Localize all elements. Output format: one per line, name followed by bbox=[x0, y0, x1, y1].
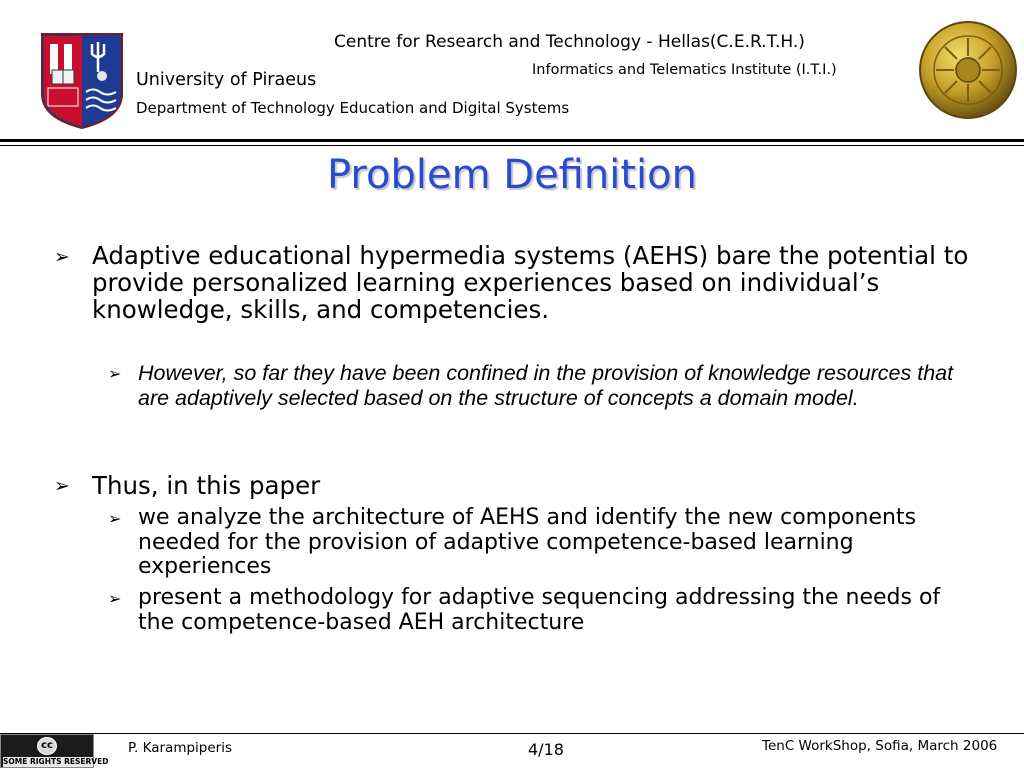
creative-commons-badge[interactable] bbox=[0, 734, 109, 768]
arrow-bullet-icon: ➢ bbox=[108, 509, 122, 528]
header-divider-thick bbox=[0, 139, 1024, 142]
university-of-piraeus-logo bbox=[40, 32, 124, 130]
sub-bullet-text: we analyze the architecture of AEHS and identify the new components needed for the provision of adaptive competence-based learning experiences bbox=[138, 505, 917, 579]
arrow-bullet-icon: ➢ bbox=[108, 364, 122, 383]
arrow-bullet-icon: ➢ bbox=[54, 246, 70, 268]
sub-bullet-text: present a methodology for adaptive sequencing addressing the needs of the competence-based AEH architecture bbox=[138, 585, 941, 635]
bullet-text: Thus, in this paper bbox=[92, 471, 321, 500]
footer-divider bbox=[0, 733, 1024, 734]
arrow-bullet-icon: ➢ bbox=[54, 475, 70, 497]
department-name: Department of Technology Education and Digital Systems bbox=[136, 99, 570, 117]
institute-name: Informatics and Telematics Institute (I.T.I.) bbox=[532, 62, 837, 78]
cc-icon: cc bbox=[37, 737, 57, 755]
certh-gold-seal-logo bbox=[916, 18, 1020, 122]
page-number: 4/18 bbox=[528, 740, 564, 759]
bullet-text: Adaptive educational hypermedia systems (AEHS) bare the potential to provide personalized learning experiences based on individual’s knowledge, skills, and competencies. bbox=[92, 241, 969, 324]
sub-bullet-text: However, so far they have been confined in the provision of knowledge resources that are adaptively selected based on the structure of concepts a domain model. bbox=[138, 361, 954, 410]
university-name: University of Piraeus bbox=[136, 70, 317, 90]
event-name: TenC WorkShop, Sofia, March 2006 bbox=[762, 738, 998, 754]
author-name: P. Karampiperis bbox=[128, 740, 233, 756]
centre-name: Centre for Research and Technology - Hellas(C.E.R.T.H.) bbox=[334, 32, 805, 52]
cc-badge-label: SOME RIGHTS RESERVED bbox=[3, 757, 109, 766]
header-divider-thin bbox=[0, 145, 1024, 146]
arrow-bullet-icon: ➢ bbox=[108, 589, 122, 608]
slide-title: Problem Definition bbox=[327, 152, 697, 198]
